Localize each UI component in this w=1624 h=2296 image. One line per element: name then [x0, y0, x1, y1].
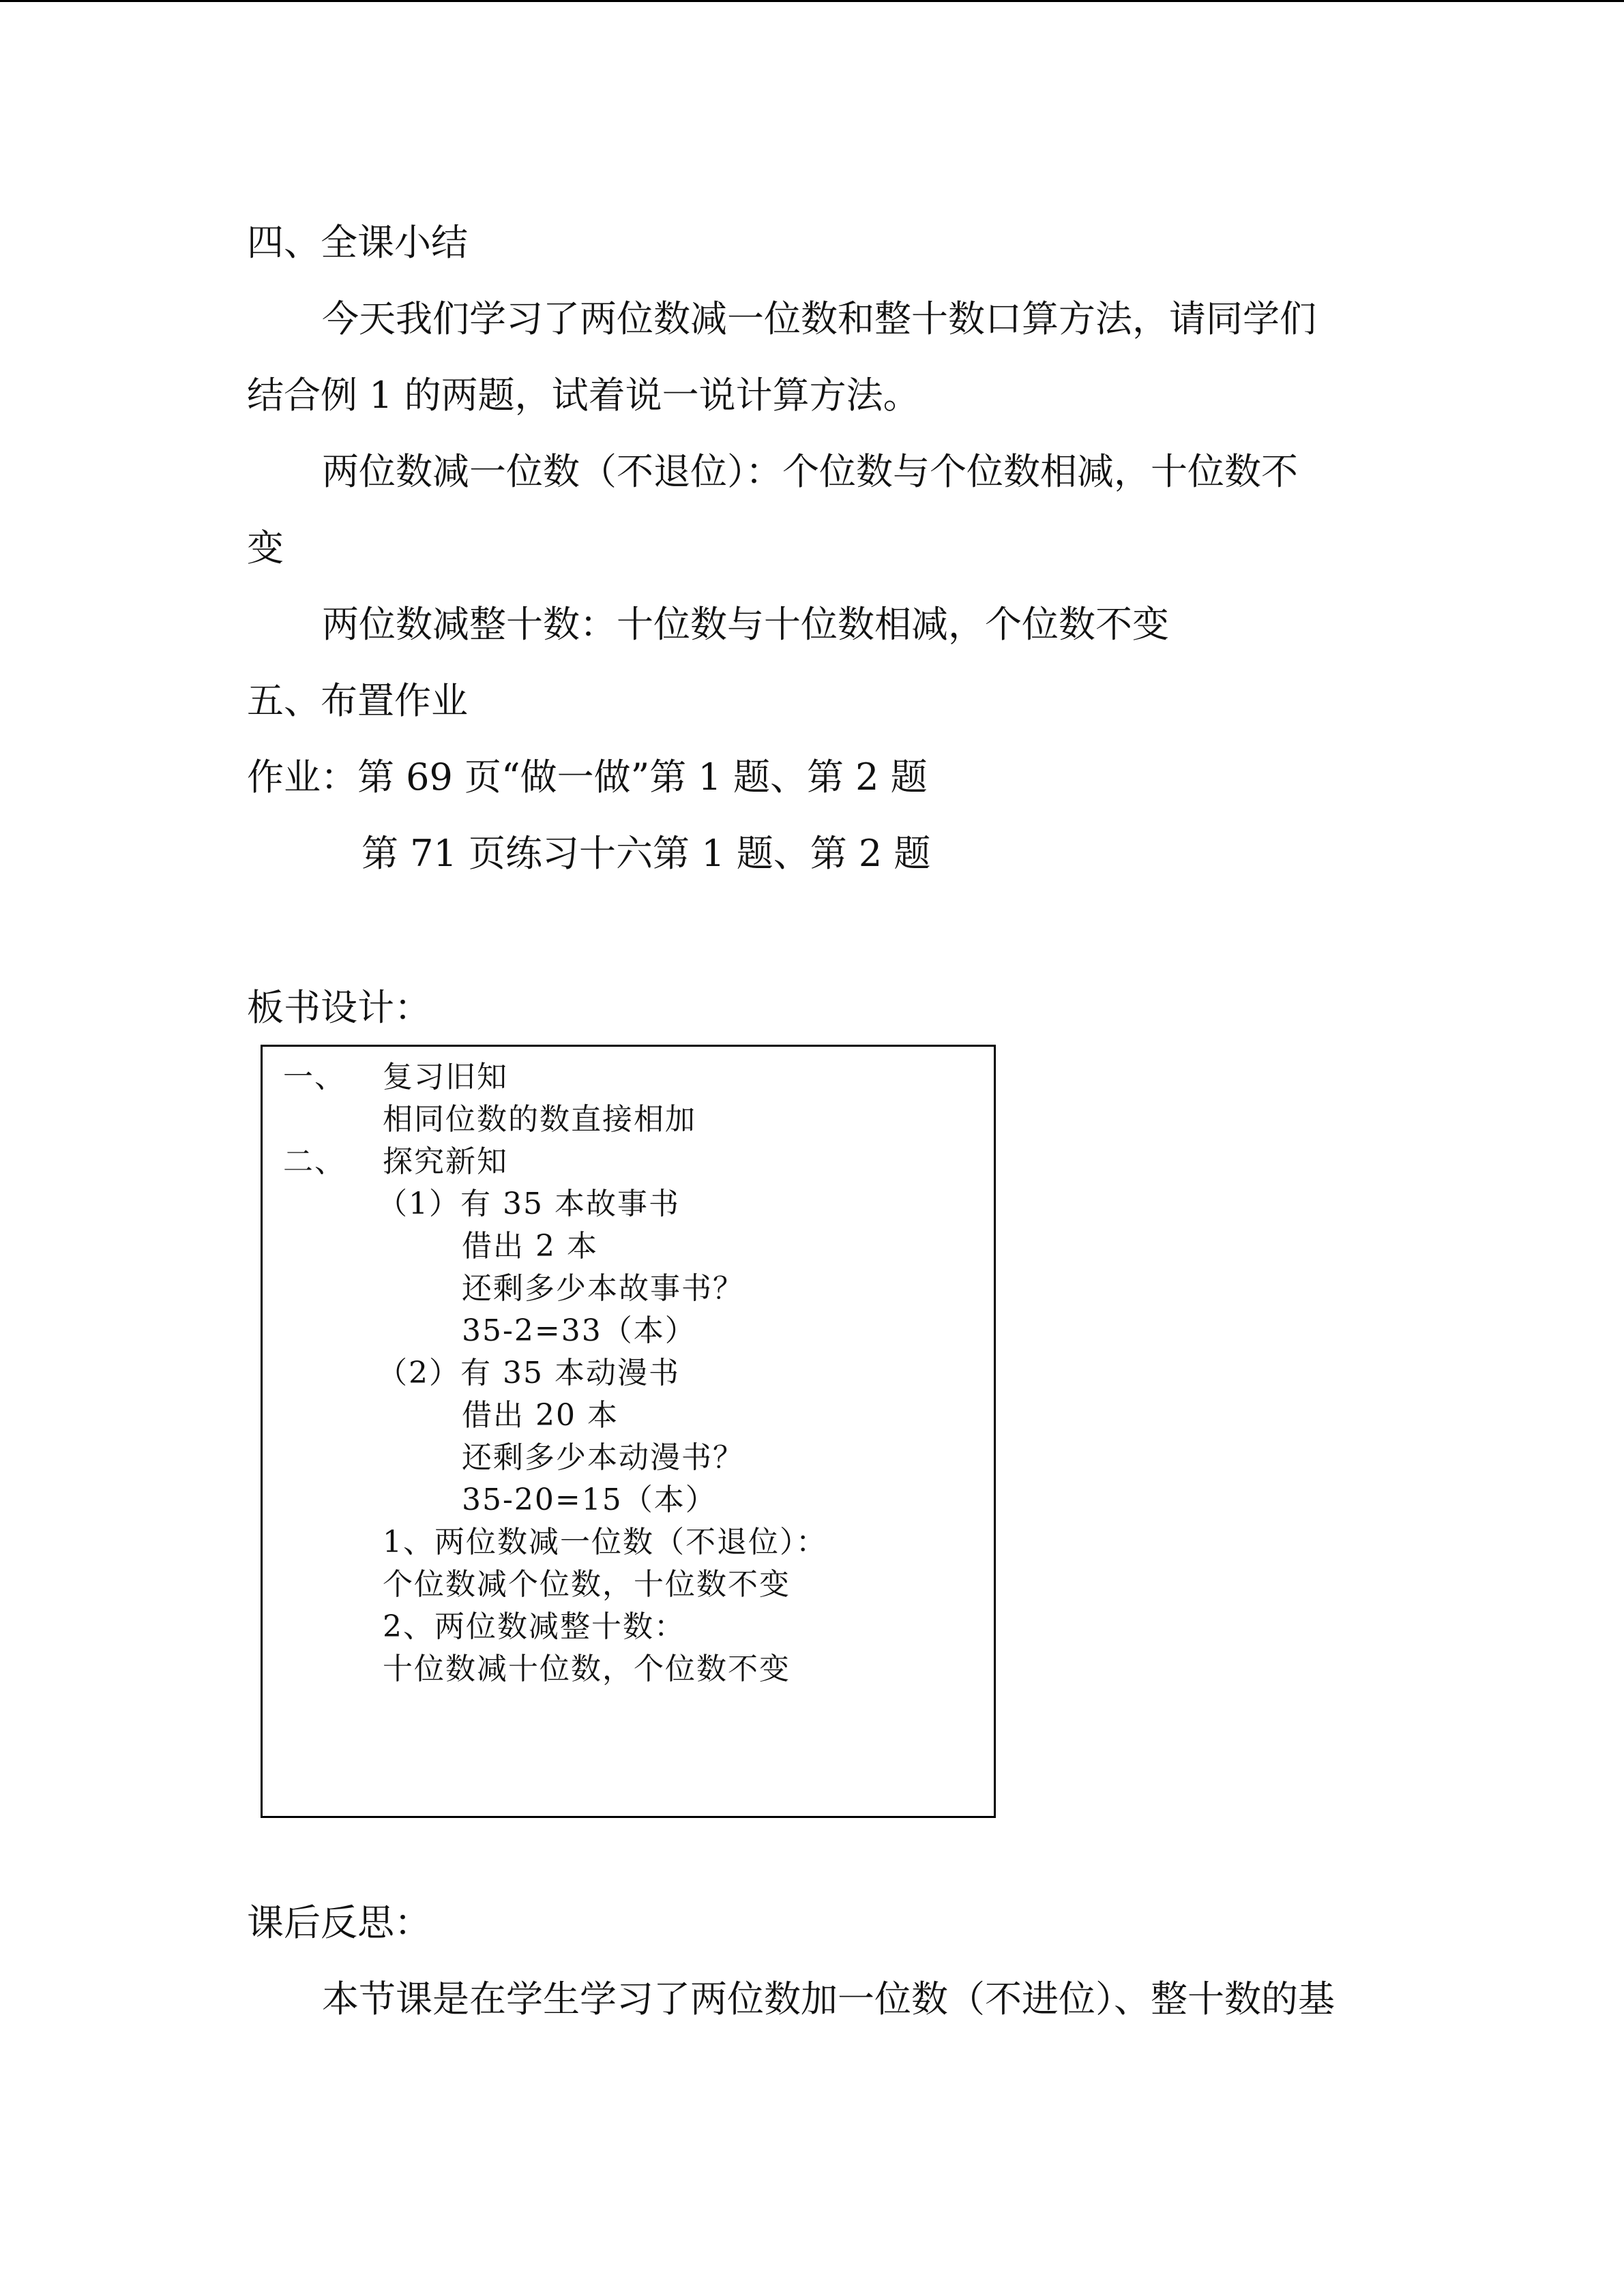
rule-one-digit-line-2: 变 [247, 526, 284, 569]
homework-line-1: 作业：第 69 页“做一做”第 1 题、第 2 题 [247, 756, 928, 799]
rule-whole-tens: 两位数减整十数：十位数与十位数相减，个位数不变 [322, 603, 1169, 646]
board-item-2-number: 二、 [283, 1144, 346, 1179]
board-example-2-line-1: 借出 20 本 [462, 1398, 619, 1433]
board-design-box [261, 1045, 996, 1818]
section-heading-summary: 四、全课小结 [247, 221, 468, 264]
board-rule-2-text: 十位数减十位数，个位数不变 [383, 1652, 791, 1686]
board-example-2-title: （2）有 35 本动漫书 [377, 1356, 680, 1390]
board-example-1-title: （1）有 35 本故事书 [377, 1187, 680, 1221]
board-rule-1-title: 1、两位数减一位数（不退位）： [383, 1525, 827, 1560]
summary-paragraph-line-2: 结合例 1 的两题，试着说一说计算方法。 [247, 374, 920, 417]
summary-paragraph-line-1: 今天我们学习了两位数减一位数和整十数口算方法，请同学们 [322, 297, 1316, 340]
board-rule-1-text: 个位数减个位数，十位数不变 [383, 1567, 791, 1602]
rule-one-digit-line-1: 两位数减一位数（不退位）：个位数与个位数相减，十位数不 [322, 450, 1298, 493]
board-example-1-line-1: 借出 2 本 [462, 1229, 598, 1264]
reflection-paragraph-line-1: 本节课是在学生学习了两位数加一位数（不进位）、整十数的基 [322, 1978, 1335, 2021]
board-example-1-equation: 35-2=33（本） [462, 1313, 696, 1348]
board-example-2-equation: 35-20=15（本） [462, 1482, 717, 1517]
page-top-border [0, 0, 1624, 2]
board-item-1-number: 一、 [283, 1060, 346, 1094]
reflection-label: 课后反思： [247, 1901, 431, 1944]
board-item-1-detail: 相同位数的数直接相加 [383, 1102, 696, 1137]
board-example-2-line-2: 还剩多少本动漫书？ [462, 1440, 744, 1475]
board-item-1-title: 复习旧知 [383, 1060, 508, 1094]
board-example-1-line-2: 还剩多少本故事书？ [462, 1271, 744, 1306]
section-heading-homework: 五、布置作业 [247, 679, 468, 722]
homework-line-2: 第 71 页练习十六第 1 题、第 2 题 [361, 832, 931, 875]
board-design-label: 板书设计： [247, 986, 431, 1029]
board-rule-2-title: 2、两位数减整十数： [383, 1609, 685, 1644]
board-item-2-title: 探究新知 [383, 1144, 508, 1179]
